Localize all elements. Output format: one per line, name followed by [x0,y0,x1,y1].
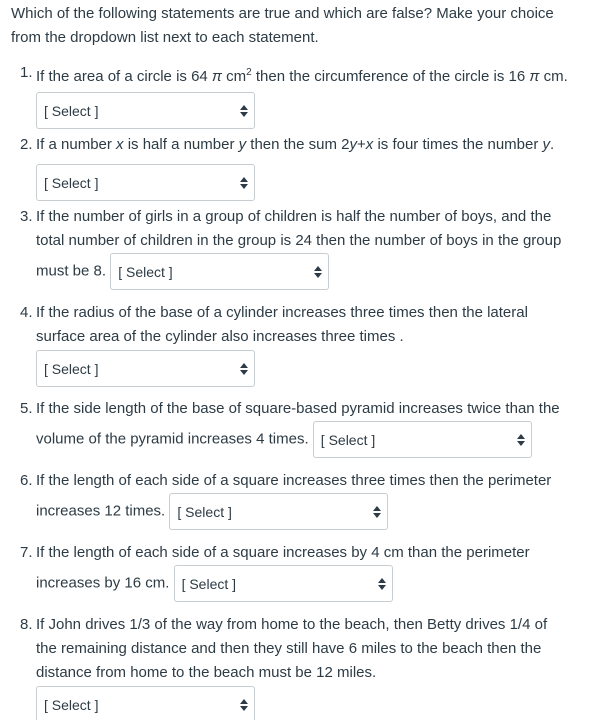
question-number: 2. [20,136,33,153]
answer-dropdown-6[interactable] [169,493,388,530]
question-text-line-1: If the length of each side of a square increases by 4 cm than the perimeter [36,544,530,561]
dropdown-value: [ Select ] [118,263,173,280]
question-text-line-2: volume of the pyramid increases 4 times. [ Select ] [36,421,595,455]
question-text: If the area of a circle is 64 π $cm^2$ then the circumference of the circle is 16 π cm. [36,67,568,85]
question-text-line-3: distance from home to the beach must be 12 miles. [36,664,377,681]
question-text-line-1: If the number of girls in a group of children is half the number of boys, and the [36,208,552,225]
updown-arrows-icon [240,363,248,375]
updown-arrows-icon [314,266,322,278]
question-text-line-2: the remaining distance and then they still have 6 miles to the beach then the [36,640,542,657]
answer-dropdown-4[interactable] [36,350,255,387]
answer-dropdown-1[interactable] [36,92,255,129]
question-text-line-1: If the side length of the base of square-based pyramid increases twice than the [36,400,560,417]
updown-arrows-icon [373,506,381,518]
question-8 [20,613,595,720]
instructions [11,2,606,50]
question-text-line-1: If the radius of the base of a cylinder increases three times then the lateral [36,304,528,321]
question-number: 3. [20,208,33,225]
pi-symbol: π [211,68,222,85]
question-text-line-2: surface area of the cylinder also increases three times . [36,328,404,345]
question-7 [20,541,595,599]
question-number: 5. [20,400,33,417]
question-4 [20,301,595,387]
question-5 [20,397,595,455]
question-2 [20,133,595,201]
answer-dropdown-8[interactable] [36,686,255,720]
pi-symbol: π [529,68,540,85]
dropdown-value: [ Select ] [177,503,232,520]
dropdown-value: [ Select ] [181,575,237,592]
question-number: 8. [20,616,33,633]
question-text-line-2: increases by 16 cm. [ Select ] [36,565,595,599]
question-text-line-1: If the length of each side of a square increases three times then the perimeter [36,472,552,489]
updown-arrows-icon [240,105,248,117]
answer-dropdown-7[interactable] [174,565,393,602]
answer-dropdown-2[interactable] [36,164,255,201]
question-number: 4. [20,304,33,321]
question-3 [20,205,595,287]
updown-arrows-icon [240,177,248,189]
updown-arrows-icon [240,699,248,711]
question-text-line-3: must be 8. [ Select ] [36,253,595,287]
question-number: 7. [20,544,33,561]
updown-arrows-icon [378,578,386,590]
question-text-line-1: If John drives 1/3 of the way from home to the beach, then Betty drives 1/4 of [36,616,548,633]
dropdown-value: [ Select ] [44,696,99,713]
answer-dropdown-3[interactable] [110,253,329,290]
dropdown-value: [ Select ] [44,360,99,377]
instructions-line-1: Which of the following statements are true and which are false? Make your choice [11,5,554,22]
question-text-line-2: increases 12 times. [ Select ] [36,493,595,527]
dropdown-value: [ Select ] [44,174,99,191]
question-number: 6. [20,472,33,489]
answer-dropdown-5[interactable] [313,421,532,458]
question-text-line-2: total number of children in the group is 24 then the number of boys in the group [36,232,562,249]
dropdown-value: [ Select ] [320,431,376,448]
question-text: If a number x is half a number y then the sum 2y+x is four times the number y. [36,136,555,153]
question-1 [20,61,595,129]
instructions-line-2: from the dropdown list next to each statement. [11,29,319,46]
question-6 [20,469,595,527]
question-number: 1. [20,64,33,81]
dropdown-value: [ Select ] [44,102,99,119]
updown-arrows-icon [517,434,525,446]
